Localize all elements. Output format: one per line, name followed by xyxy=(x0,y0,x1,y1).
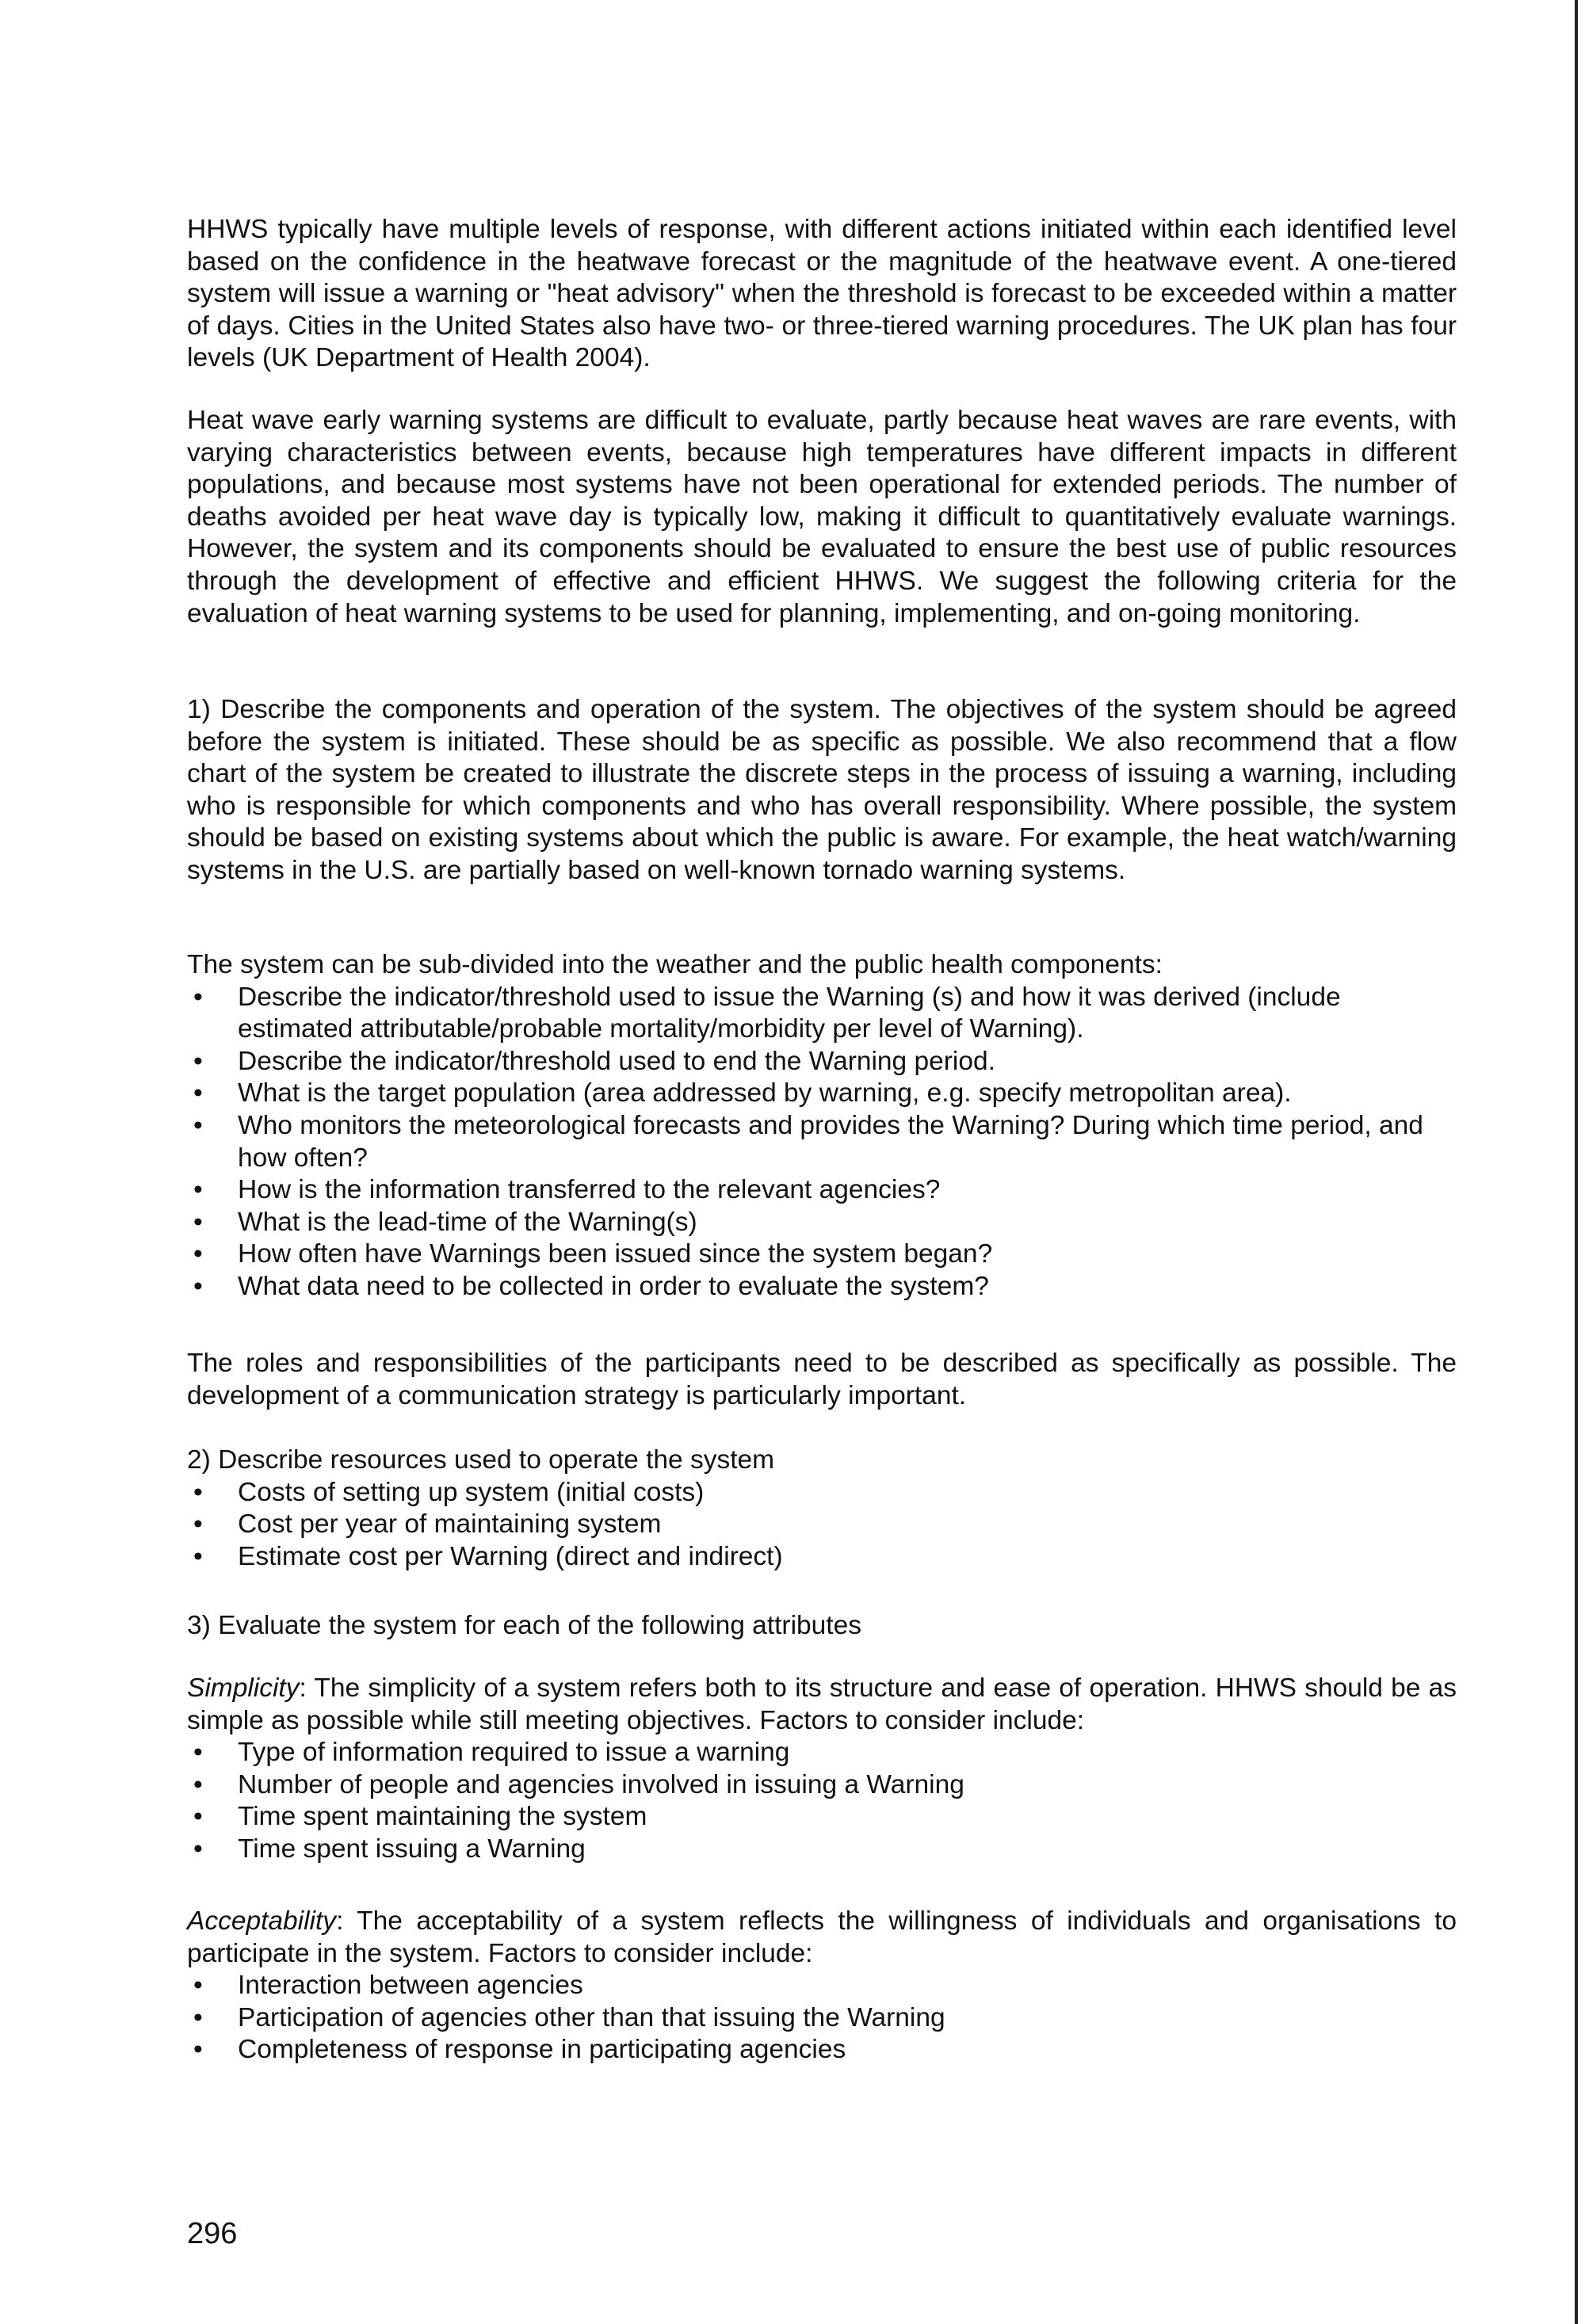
bullet-list xyxy=(187,1477,1457,1574)
list-item: • Number of people and agencies involved in issuing a Warning xyxy=(187,1769,1457,1802)
list-item: • Participation of agencies other than that issuing the Warning xyxy=(187,2002,1457,2035)
definition: : The simplicity of a system refers both to its structure and ease of operation. HHWS should be as simple as possible while still meeting objectives. Factors to consider include: xyxy=(187,1673,1457,1735)
paragraph-attributes xyxy=(187,1610,1457,1643)
page-number: 296 xyxy=(187,2217,238,2250)
paragraph-text: HHWS typically have multiple levels of response, with different actions initiated within each identified level based on the confidence in the heatwave forecast or the magnitude of the heatwave event. A one-tiered system will issue a warning or "heat advisory" when the threshold is forecast to be exceeded within a matter of days. Cities in the United States also have two- or three-tiered warning procedures. The UK plan has four levels (UK Department of Health 2004). xyxy=(187,215,1457,373)
list-item: • What is the lead-time of the Warning(s) xyxy=(187,1207,1457,1239)
section-acceptability xyxy=(187,1906,1457,2066)
page-edge-line xyxy=(1575,0,1578,2324)
paragraph-text: The roles and responsibilities of the participants need to be described as specifically as possible. The development of a communication strategy is particularly important. xyxy=(187,1349,1457,1410)
paragraph-text: 1) Describe the components and operation of the system. The objectives of the system should be agreed before the system is initiated. These should be as specific as possible. We also recommend that a flow chart of the system be created to illustrate the discrete steps in the process of issuing a warning, including who is responsible for which components and who has overall responsibility. Where possible, the system should be based on existing systems about which the public is aware. For example, the heat watch/warning systems in the U.S. are partially based on well-known tornado warning systems. xyxy=(187,695,1457,885)
bullet-list xyxy=(187,1737,1457,1865)
bullet-list xyxy=(187,982,1457,1303)
list-item: • What is the target population (area addressed by warning, e.g. specify metropolitan area). xyxy=(187,1078,1457,1110)
paragraph-levels xyxy=(187,214,1457,375)
paragraph-evaluation xyxy=(187,405,1457,630)
list-item: • Type of information required to issue a warning xyxy=(187,1737,1457,1769)
term: Acceptability xyxy=(187,1906,337,1936)
list-item: • Time spent maintaining the system xyxy=(187,1801,1457,1834)
list-item: • Completeness of response in participating agencies xyxy=(187,2034,1457,2066)
paragraph-text: 3) Evaluate the system for each of the following attributes xyxy=(187,1611,861,1640)
list-item: • Who monitors the meteorological forecasts and provides the Warning? During which time period, and how often? xyxy=(187,1110,1457,1174)
list-item: • Describe the indicator/threshold used to end the Warning period. xyxy=(187,1046,1457,1078)
paragraph-text: 2) Describe resources used to operate the system xyxy=(187,1445,775,1475)
list-item: • Estimate cost per Warning (direct and indirect) xyxy=(187,1541,1457,1574)
list-item: • Costs of setting up system (initial costs) xyxy=(187,1477,1457,1509)
list-item: • What data need to be collected in order to evaluate the system? xyxy=(187,1271,1457,1303)
section-simplicity xyxy=(187,1673,1457,1866)
section-subdivision xyxy=(187,949,1457,1303)
list-item: • Cost per year of maintaining system xyxy=(187,1509,1457,1541)
paragraph-text: Heat wave early warning systems are difficult to evaluate, partly because heat waves are rare events, with varying characteristics between events, because high temperatures have different impacts in different populations, and because most systems have not been operational for extended periods. The number of deaths avoided per heat wave day is typically low, making it difficult to quantitatively evaluate warnings. However, the system and its components should be evaluated to ensure the best use of public resources through the development of effective and efficient HHWS. We suggest the following criteria for the evaluation of heat warning systems to be used for planning, implementing, and on-going monitoring. xyxy=(187,406,1457,628)
definition: : The acceptability of a system reflects the willingness of individuals and organisations to participate in the system. Factors to consider include: xyxy=(187,1906,1457,1968)
section-resources xyxy=(187,1444,1457,1573)
paragraph-text: The system can be sub-divided into the weather and the public health components: xyxy=(187,950,1163,979)
paragraph-components xyxy=(187,694,1457,887)
term: Simplicity xyxy=(187,1673,300,1703)
list-item: • Interaction between agencies xyxy=(187,1970,1457,2002)
list-item: • Time spent issuing a Warning xyxy=(187,1834,1457,1866)
paragraph-text xyxy=(187,1673,1457,1737)
list-item: • How often have Warnings been issued since the system began? xyxy=(187,1238,1457,1271)
paragraph-text xyxy=(187,1906,1457,1970)
paragraph-roles xyxy=(187,1348,1457,1412)
list-item: • How is the information transferred to the relevant agencies? xyxy=(187,1174,1457,1207)
list-item: • Describe the indicator/threshold used to issue the Warning (s) and how it was derived (include estimated attributable/probable mortality/morbidity per level of Warning). xyxy=(187,982,1457,1046)
bullet-list xyxy=(187,1970,1457,2066)
